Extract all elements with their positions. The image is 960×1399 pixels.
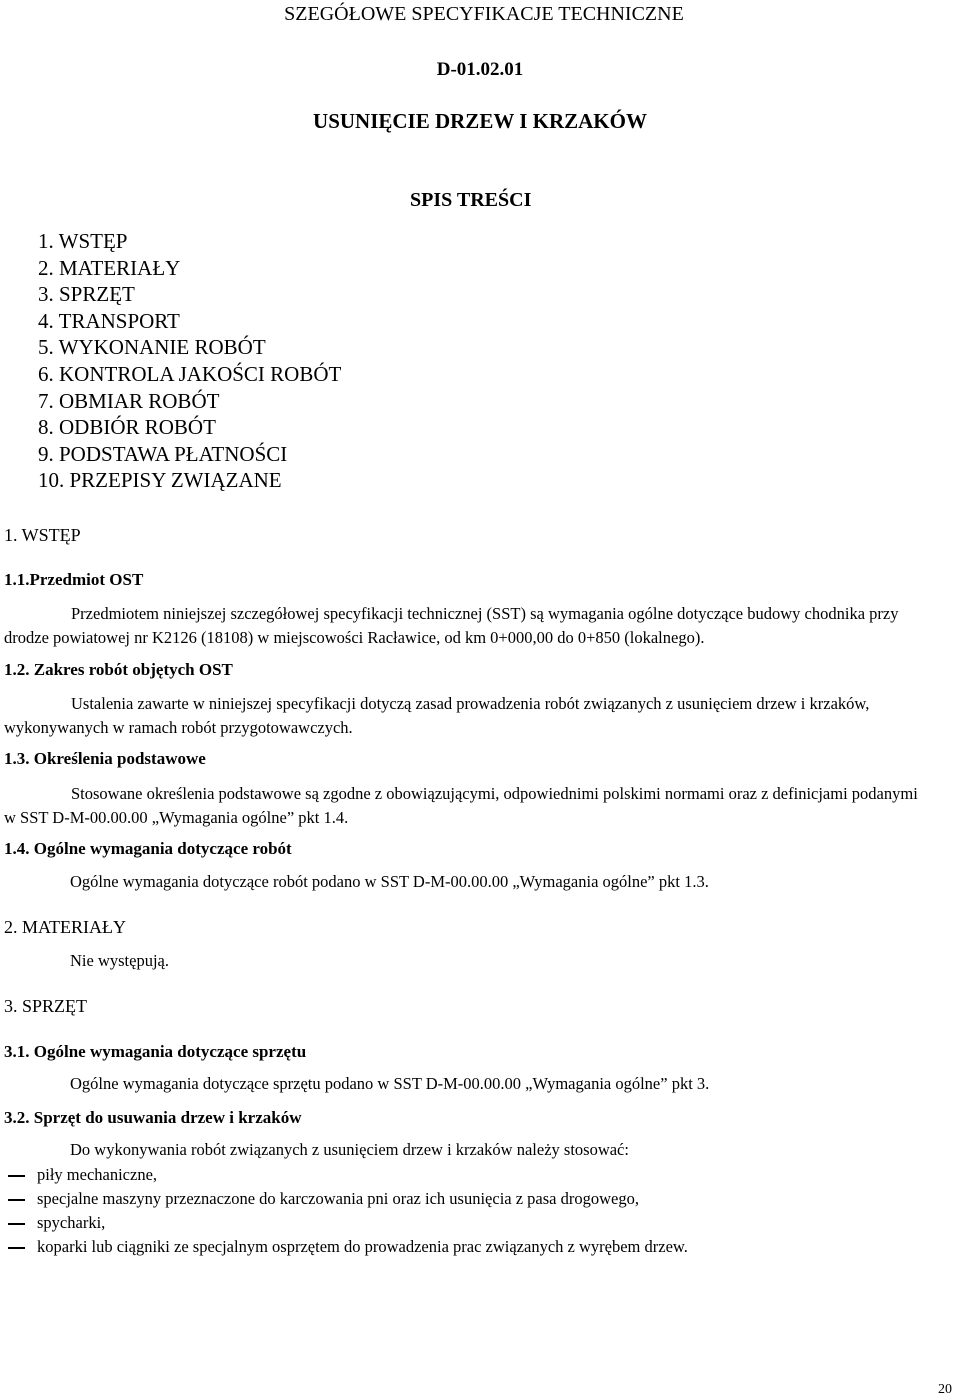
toc-item: 10. PRZEPISY ZWIĄZANE bbox=[38, 468, 282, 493]
section-3-2-heading: 3.2. Sprzęt do usuwania drzew i krzaków bbox=[4, 1108, 302, 1127]
section-3-1-text: Ogólne wymagania dotyczące sprzętu podano w SST D-M-00.00.00 „Wymagania ogólne” pkt 3. bbox=[70, 1074, 710, 1093]
section-1-2-heading: 1.2. Zakres robót objętych OST bbox=[4, 660, 233, 679]
section-1-4-text: Ogólne wymagania dotyczące robót podano w SST D-M-00.00.00 „Wymagania ogólne” pkt 1.3. bbox=[70, 872, 709, 891]
section-1-3-body: Stosowane określenia podstawowe są zgodne z obowiązującymi, odpowiednimi polskimi normami oraz z definicjami podanymi w SST D-M-00.00.00 „Wymagania ogólne” pkt 1.4. bbox=[4, 784, 918, 827]
section-1-heading: 1. WSTĘP bbox=[4, 525, 81, 545]
section-3-1-heading: 3.1. Ogólne wymagania dotyczące sprzętu bbox=[4, 1042, 307, 1061]
section-1-1-heading: 1.1.Przedmiot OST bbox=[4, 570, 144, 589]
spec-title-text: SZEGÓŁOWE SPECYFIKACJE TECHNICZNE bbox=[284, 3, 684, 25]
section-1-3-heading: 1.3. Określenia podstawowe bbox=[4, 749, 206, 768]
section-1-3-text bbox=[4, 782, 924, 830]
section-1-2-body: Ustalenia zawarte w niniejszej specyfikacji dotyczą zasad prowadzenia robót związanych z usunięciem drzew i krzaków, wykonywanych w ramach robót przygotowawczych. bbox=[4, 694, 870, 737]
document-title: USUNIĘCIE DRZEW I KRZAKÓW bbox=[313, 109, 647, 133]
section-3-2-text: Do wykonywania robót związanych z usunięciem drzew i krzaków należy stosować: bbox=[70, 1140, 629, 1159]
spec-title bbox=[0, 3, 960, 26]
section-1-1-text bbox=[4, 602, 924, 650]
toc-item: 6. KONTROLA JAKOŚCI ROBÓT bbox=[38, 361, 342, 386]
toc-list bbox=[38, 228, 341, 494]
list-item: spycharki, bbox=[0, 1211, 688, 1235]
toc-item: 5. WYKONANIE ROBÓT bbox=[38, 335, 266, 360]
section-1-1-body: Przedmiotem niniejszej szczegółowej specyfikacji technicznej (SST) są wymagania ogólne dotyczące budowy chodnika przy drodze powiatowej nr K2126 (18108) w miejscowości Racławice, od km 0+000,00 do 0+850 (lokalnego). bbox=[4, 604, 899, 647]
page-number: 20 bbox=[938, 1382, 952, 1397]
toc-item: 2. MATERIAŁY bbox=[38, 255, 181, 280]
toc-item: 3. SPRZĘT bbox=[38, 282, 135, 307]
document-code: D-01.02.01 bbox=[436, 59, 524, 80]
section-3-heading: 3. SPRZĘT bbox=[4, 996, 88, 1016]
list-item: koparki lub ciągniki ze specjalnym osprzętem do prowadzenia prac związanych z wyrębem drzew. bbox=[0, 1235, 688, 1259]
toc-item: 8. ODBIÓR ROBÓT bbox=[38, 415, 216, 440]
toc-item: 1. WSTĘP bbox=[38, 229, 128, 253]
toc-title: SPIS TREŚCI bbox=[410, 189, 532, 211]
equipment-list bbox=[0, 1163, 688, 1259]
toc-item: 7. OBMIAR ROBÓT bbox=[38, 388, 220, 413]
toc-item: 4. TRANSPORT bbox=[38, 308, 180, 333]
toc-item: 9. PODSTAWA PŁATNOŚCI bbox=[38, 441, 288, 466]
section-1-4-heading: 1.4. Ogólne wymagania dotyczące robót bbox=[4, 839, 292, 858]
section-1-2-text bbox=[4, 692, 924, 740]
list-item: specjalne maszyny przeznaczone do karczowania pni oraz ich usunięcia z pasa drogowego, bbox=[0, 1187, 688, 1211]
list-item: piły mechaniczne, bbox=[0, 1163, 688, 1187]
section-2-text: Nie występują. bbox=[70, 951, 169, 970]
section-2-heading: 2. MATERIAŁY bbox=[4, 917, 126, 937]
